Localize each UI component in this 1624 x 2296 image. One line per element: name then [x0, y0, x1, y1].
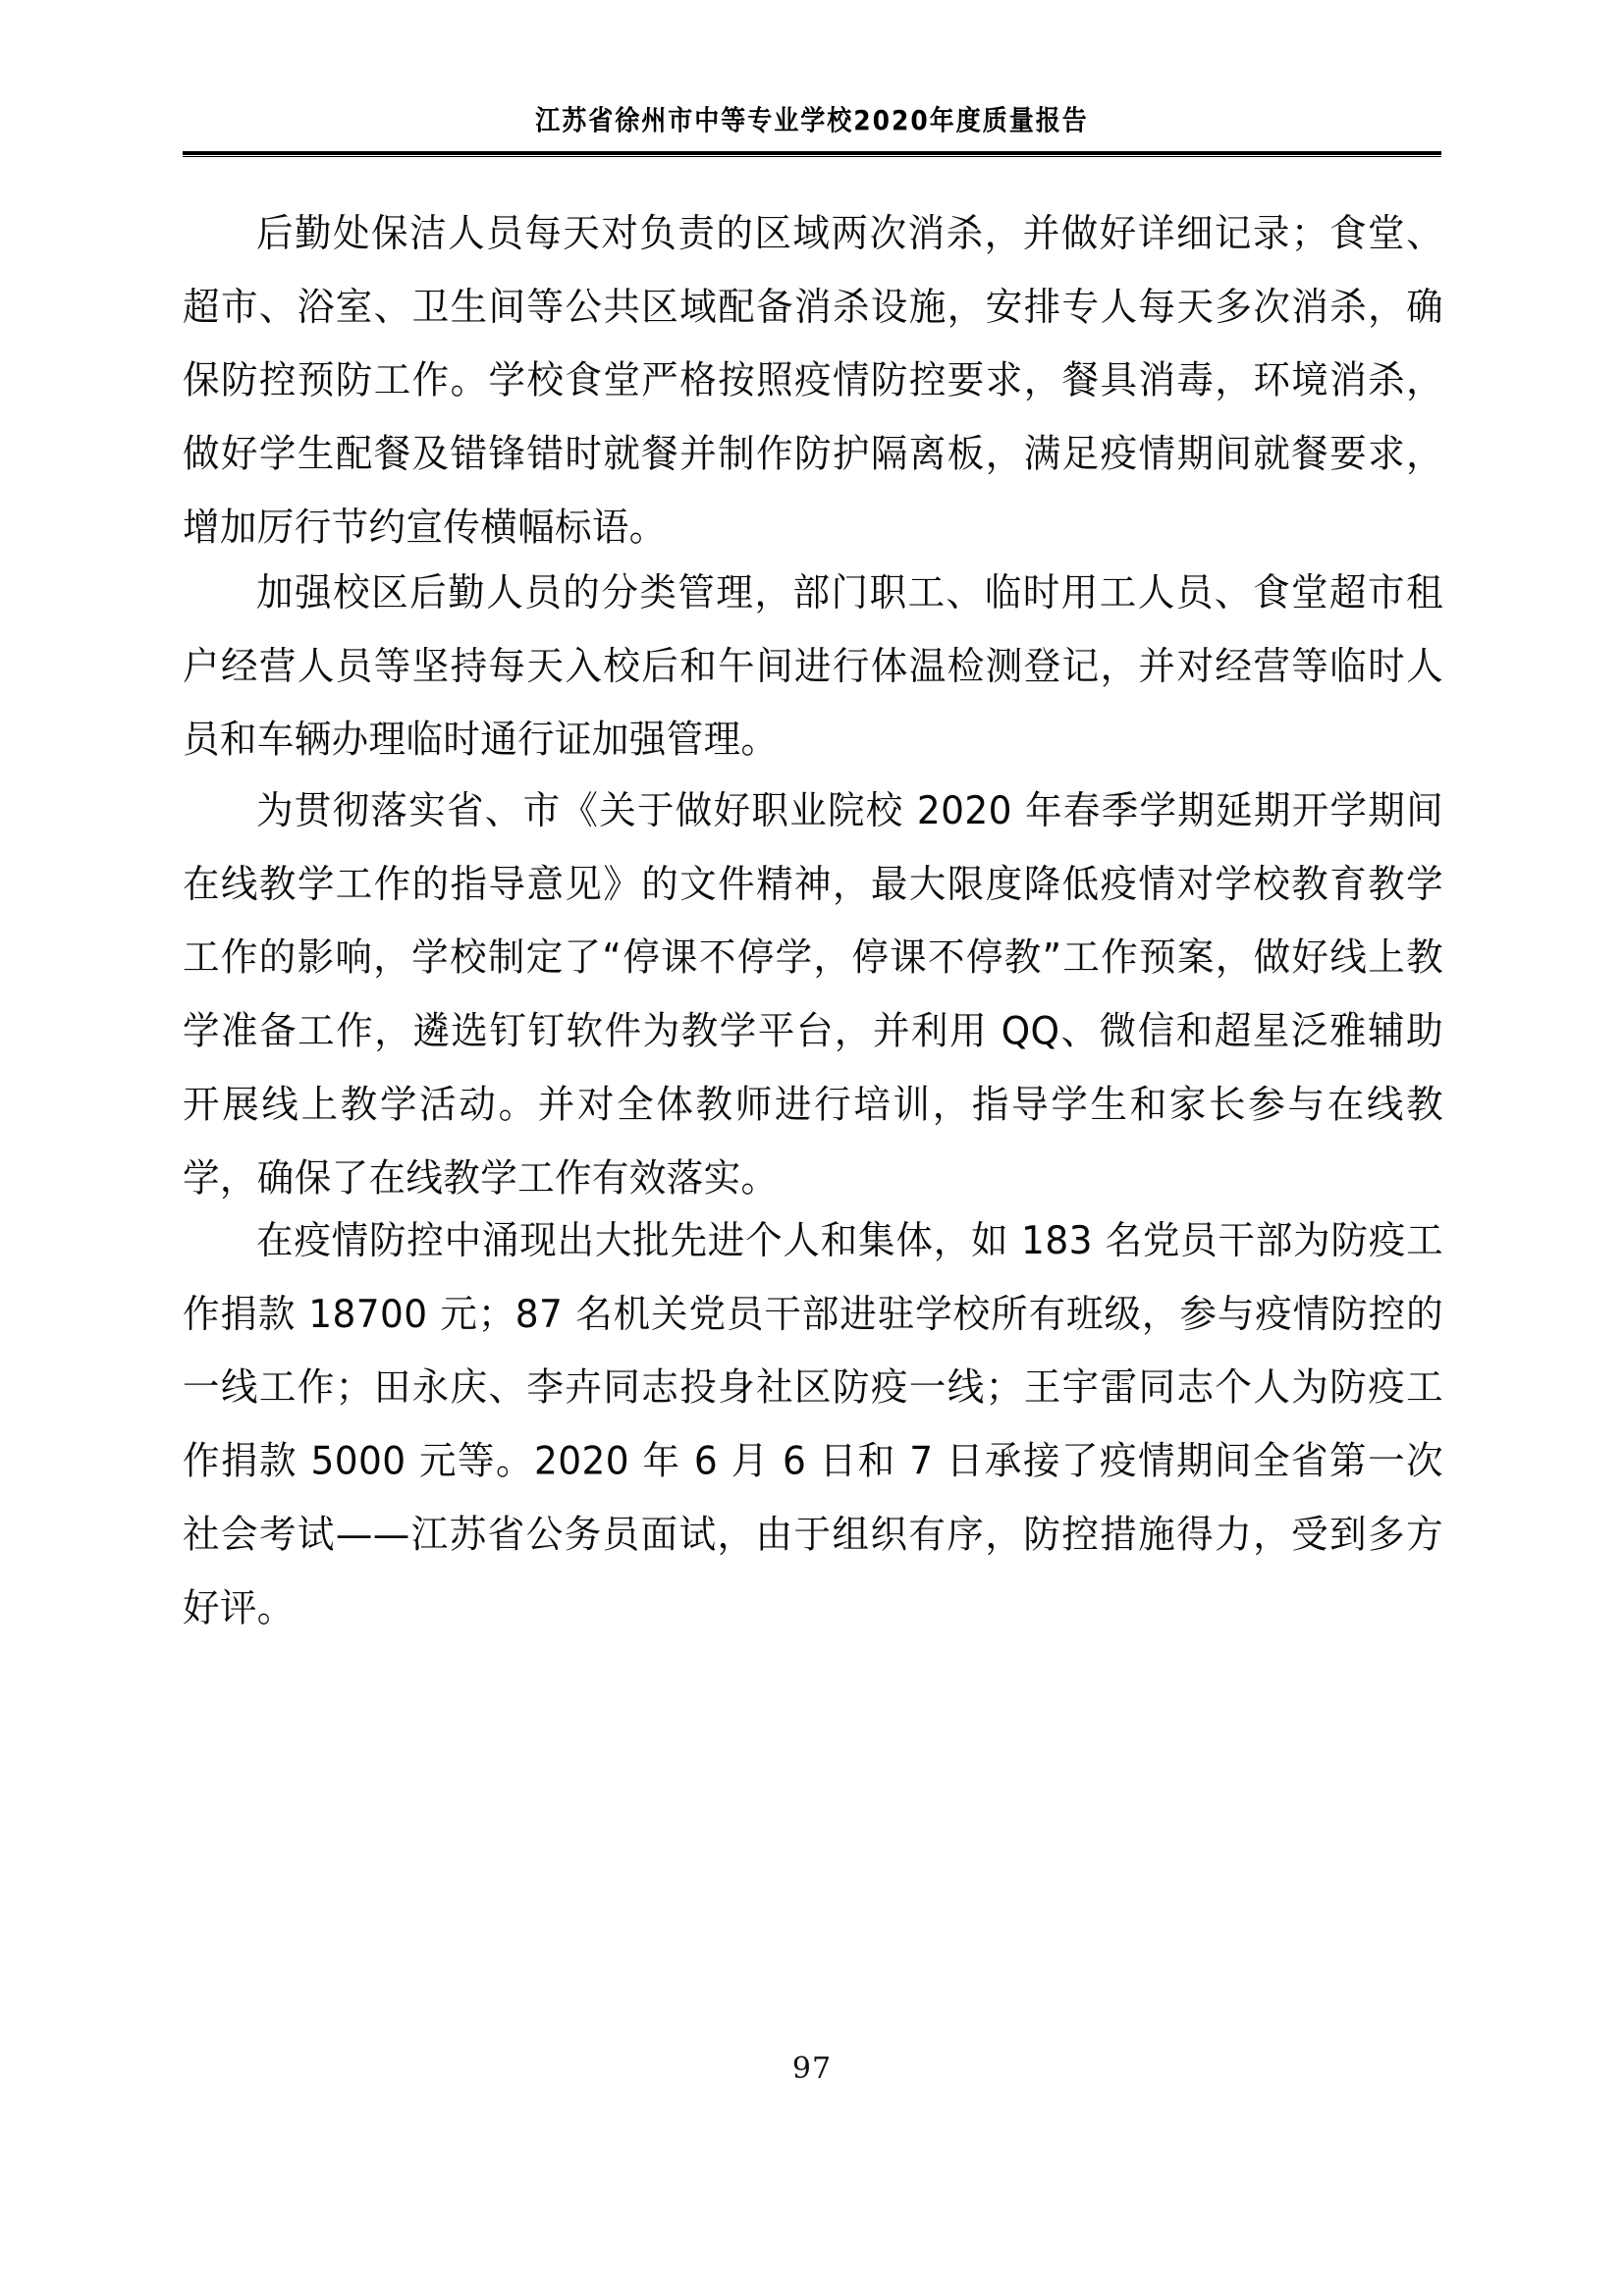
body-text-column: [183, 196, 1443, 1631]
page-number: 97: [791, 2052, 833, 2086]
paragraph-epidemic-models: 在疫情防控中涌现出大批先进个人和集体，如 183 名党员干部为防疫工作捐款 18700 元；87 名机关党员干部进驻学校所有班级，参与疫情防控的一线工作；田永庆、李卉同志投身社区防疫一线；王宇雷同志个人为防疫工作捐款 5000 元等。2020 年 6 月 6 日和 7 日承接了疫情期间全省第一次社会考试——江苏省公务员面试，由于组织有序，防控措施得力，受到多方好评。: [183, 1217, 1443, 1630]
page-footer: [0, 2052, 1624, 2086]
paragraph-logistics-disinfection: 后勤处保洁人员每天对负责的区域两次消杀，并做好详细记录；食堂、超市、浴室、卫生间等公共区域配备消杀设施，安排专人每天多次消杀，确保防控预防工作。学校食堂严格按照疫情防控要求，餐具消毒，环境消杀，做好学生配餐及错锋错时就餐并制作防护隔离板，满足疫情期间就餐要求，增加厉行节约宣传横幅标语。: [183, 210, 1443, 550]
running-header: [183, 102, 1441, 161]
paragraph-staff-classification: 加强校区后勤人员的分类管理，部门职工、临时用工人员、食堂超市租户经营人员等坚持每天入校后和午间进行体温检测登记，并对经营等临时人员和车辆办理临时通行证加强管理。: [183, 569, 1443, 763]
header-divider-rule: [183, 151, 1441, 157]
paragraph-online-teaching: 为贯彻落实省、市《关于做好职业院校 2020 年春季学期延期开学期间在线教学工作的指导意见》的文件精神，最大限度降低疫情对学校教育教学工作的影响，学校制定了“停课不停学，停课不停教”工作预案，做好线上教学准备工作，遴选钉钉软件为教学平台，并利用 QQ、微信和超星泛雅辅助开展线上教学活动。并对全体教师进行培训，指导学生和家长参与在线教学，确保了在线教学工作有效落实。: [183, 787, 1443, 1201]
header-title: 江苏省徐州市中等专业学校2020年度质量报告: [535, 104, 1089, 136]
